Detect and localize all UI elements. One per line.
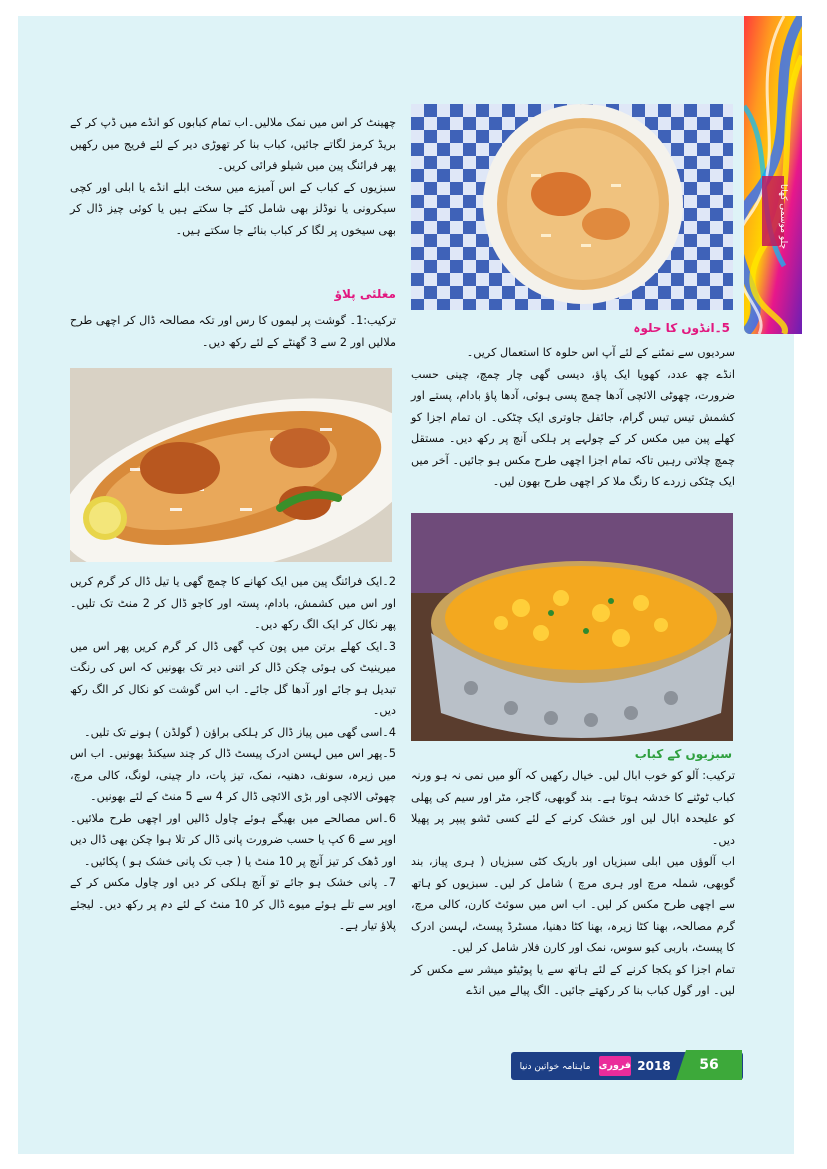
halwa-photo — [411, 104, 733, 310]
kabab-paragraph: ترکیب: آلو کو خوب ابال لیں۔ خیال رکھیں کہ آلو میں نمی نہ ہو ورنہ کباب ٹوٹنے کا خدشہ ہوتا ہے۔ بند گوبھی، گاجر، مٹر اور سیم کی پھلی کو علیحدہ ابال لیں اور خشک کرنے کے لئے کسی ٹشو پیپر پر پھیلا دیں۔ — [411, 769, 735, 847]
recipe-heading-mughlai-pulao: مغلئی پلاؤ — [334, 287, 396, 301]
kabab-heading: سبزیوں کے کباب — [634, 747, 732, 761]
left-column-step1 — [70, 310, 396, 353]
recipe-step: 4۔اسی گھی میں پیاز ڈال کر ہلکی براؤن ( گولڈن ) ہونے تک تلیں۔ — [84, 725, 396, 739]
intro-paragraph: سبزیوں کے کباب کے اس آمیزے میں سخت ابلے انڈے یا ابلی اور کچی سیکرونی یا نوڈلز بھی شامل کئے جا سکتے ہیں یا کوئی چیز ڈال کر بھی سیخوں پر لگا کر کباب بنائے جا سکتے ہیں۔ — [70, 180, 396, 237]
halwa-heading: 5۔انڈوں کا حلوہ — [633, 321, 730, 335]
kabab-photo — [411, 513, 733, 741]
halwa-paragraph: انڈے چھ عدد، کھویا ایک پاؤ، دیسی گھی چار چمچ، چینی حسب ضرورت، چھوٹی الائچی آدھا چمچ پسی ہوئی، آدھا پاؤ بادام، پستے اور کشمش تیس تیس گرام، جائفل جاوتری ایک چٹکی۔ ان تمام اجزا کو کھلے پین میں مکس کر کے چولہے پر ہلکی آنچ پر رکھ دیں۔ مستقل چمچ چلاتی رہیں تاکہ تمام اجزا اچھی طرح مکس ہو جائیں۔ آخر میں ایک چٹکی زردے کا رنگ ملا کر اچھی طرح بھون لیں۔ — [411, 367, 735, 488]
kabab-text — [411, 765, 735, 1002]
kabab-paragraph: اب آلوؤں میں ابلی سبزیاں اور باریک کٹی سبزیاں ( ہری پیاز، بند گوبھی، شملہ مرچ اور ہری مرچ ) شامل کر لیں۔ سبزیوں کو ہاتھ سے اچھی طرح مکس کر لیں۔ اب اس میں سوئٹ کارن، کالی مرچ، گرم مصالحہ، بھنا کٹا زیرہ، بھنا کٹا دھنیا، مسٹرڈ پیسٹ، لہسن ادرک کا پیسٹ، باربی کیو سوس، نمک اور کارن فلار شامل کر لیں۔ — [411, 855, 735, 954]
recipe-step: 7۔ پانی خشک ہو جائے تو آنچ ہلکی کر دیں اور چاول مکس کر کے اوپر سے تلے ہوئے میوے ڈال کر 10 منٹ کے لئے دم پر رکھ دیں۔ لیجئے پلاؤ تیار ہے۔ — [70, 876, 396, 932]
left-column-steps — [70, 571, 396, 937]
decorative-banner — [744, 16, 802, 334]
pulao-dish-icon — [70, 368, 392, 562]
kabab-paragraph: تمام اجزا کو یکجا کرنے کے لئے ہاتھ سے یا پوٹیٹو میشر سے مکس کر لیں۔ اور گول کباب بنا کر رکھتے جائیں۔ الگ پیالے میں انڈے — [411, 962, 735, 997]
footer-magazine-name: ماہنامہ خواتین دنیا — [519, 1062, 591, 1072]
recipe-step: 5۔پھر اس میں لہسن ادرک پیسٹ ڈال کر چند سیکنڈ بھونیں۔ اب اس میں زیرہ، سونف، دھنیہ، نمک، تیز پات، دار چینی، لونگ، کالی مرچ، چھوٹی الائچی اور بڑی الائچی ڈال کر 4 سے 5 منٹ کے لئے بھونیں۔ — [70, 747, 396, 803]
halwa-text — [411, 342, 735, 493]
recipe-step: 3۔ایک کھلے برتن میں پون کپ گھی ڈال کر گرم کریں پھر اس میں میرینیٹ کی ہوئی چکن ڈال کر اتنی دیر تک بھونیں کہ اس کی رنگت تبدیل ہو جائے اور آدھا گل جائے۔ اب اس گوشت کو نکال کر الگ رکھ دیں۔ — [70, 639, 396, 717]
intro-paragraph: چھینٹ کر اس میں نمک ملالیں۔اب تمام کبابوں کو انڈے میں ڈپ کر کے بریڈ کرمز لگاتے جائیں، کباب بنا کر تھوڑی دیر کے لئے فریج میں رکھیں پھر فرائنگ پین میں شیلو فرائی کریں۔ — [70, 116, 396, 172]
left-column-intro — [70, 112, 396, 241]
footer-year: 2018 — [637, 1059, 671, 1073]
halwa-bowl-icon — [411, 104, 733, 310]
footer-month: فروری — [599, 1056, 631, 1076]
serving-pot-icon — [411, 513, 733, 741]
banner-label: چلو موسمی کھانا — [778, 184, 788, 250]
page-number: 56 — [699, 1057, 719, 1073]
halwa-paragraph: سردیوں سے نمٹنے کے لئے آپ اس حلوہ کا استعمال کریں۔ — [466, 346, 735, 359]
swirl-art-icon — [744, 16, 802, 334]
recipe-step: ترکیب:1۔ گوشت پر لیموں کا رس اور تکہ مصالحہ ڈال کر اچھی طرح ملالیں اور 2 سے 3 گھنٹے کے لئے رکھ دیں۔ — [70, 314, 396, 349]
recipe-step: 6۔اس مصالحے میں بھیگے ہوئے چاول ڈالیں اور اچھی طرح ملائیں۔ اوپر سے 6 کپ یا حسب ضرورت پانی ڈال کر تلا ہوا چکن بھی ڈال دیں اور ڈھک کر تیز آنچ پر 10 منٹ یا ( جب تک پانی خشک ہو ) پکائیں۔ — [70, 811, 396, 868]
pulao-photo — [70, 368, 392, 562]
recipe-step: 2۔ایک فرائنگ پین میں ایک کھانے کا چمچ گھی یا تیل ڈال کر گرم کریں اور اس میں کشمش، بادام، پستہ اور کاجو ڈال کر 2 منٹ تک تلیں۔ پھر نکال کر ایک الگ رکھ دیں۔ — [70, 575, 396, 631]
